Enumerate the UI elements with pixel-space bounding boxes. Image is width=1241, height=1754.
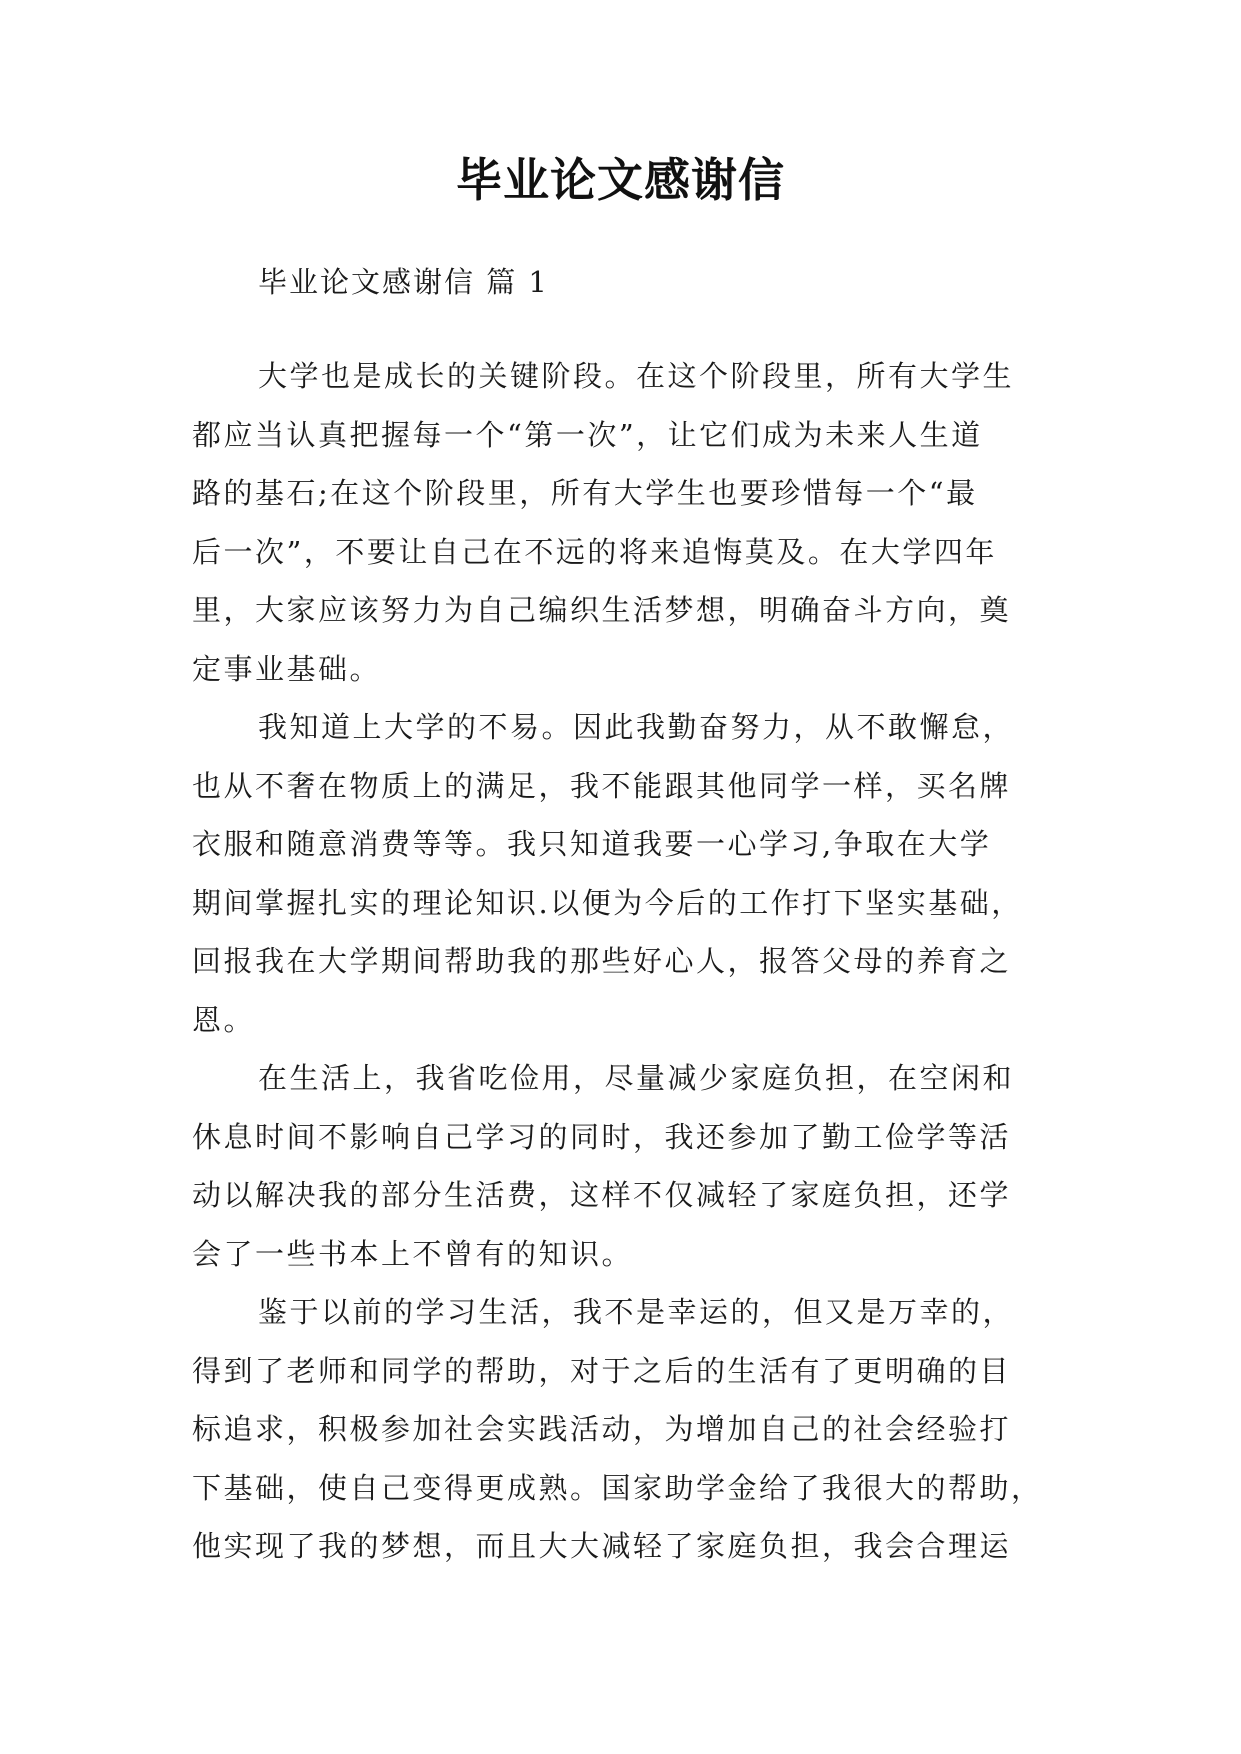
paragraph-line: 衣服和随意消费等等。我只知道我要一心学习,争取在大学 [192, 827, 992, 861]
paragraph [192, 1283, 1072, 1576]
paragraph [192, 347, 1072, 698]
paragraph-line: 期间掌握扎实的理论知识.以便为今后的工作打下坚实基础， [192, 885, 1023, 920]
paragraph [192, 1049, 1072, 1283]
paragraph-line: 动以解决我的部分生活费，这样不仅减轻了家庭负担，还学 [192, 1178, 1012, 1212]
paragraph-line: 后一次”，不要让自己在不远的将来追悔莫及。在大学四年 [192, 534, 997, 569]
paragraph-line: 也从不奢在物质上的满足，我不能跟其他同学一样，买名牌 [192, 768, 1012, 803]
paragraph-line: 路的基石;在这个阶段里，所有大学生也要珍惜每一个“最 [192, 476, 978, 510]
paragraph-line: 回报我在大学期间帮助我的那些好心人，报答父母的养育之 [192, 944, 1012, 978]
paragraph-line: 里，大家应该努力为自己编织生活梦想，明确奋斗方向，奠 [192, 593, 1012, 627]
paragraph-line: 鉴于以前的学习生活，我不是幸运的，但又是万幸的， [258, 1295, 1015, 1329]
paragraph [192, 698, 1072, 1049]
paragraph-line: 休息时间不影响自己学习的同时，我还参加了勤工俭学等活 [192, 1119, 1012, 1154]
paragraph-line: 恩。 [192, 1002, 256, 1037]
paragraph-line: 标追求，积极参加社会实践活动，为增加自己的社会经验打 [192, 1412, 1012, 1446]
paragraph-line: 大学也是成长的关键阶段。在这个阶段里，所有大学生 [258, 359, 1015, 393]
paragraph-line: 我知道上大学的不易。因此我勤奋努力，从不敢懈怠， [258, 710, 1015, 744]
paragraph-line: 在生活上，我省吃俭用，尽量减少家庭负担，在空闲和 [258, 1061, 1015, 1095]
paragraph-line: 定事业基础。 [192, 651, 382, 686]
paragraph-line: 都应当认真把握每一个“第一次”，让它们成为未来人生道 [192, 417, 983, 452]
document-subtitle: 毕业论文感谢信 篇 1 [258, 265, 549, 299]
paragraph-line: 他实现了我的梦想，而且大大减轻了家庭负担，我会合理运 [192, 1529, 1012, 1563]
paragraph-line: 下基础，使自己变得更成熟。国家助学金给了我很大的帮助， [192, 1470, 1043, 1505]
document-body [192, 347, 1072, 1576]
document-title: 毕业论文感谢信 [456, 153, 785, 207]
paragraph-line: 得到了老师和同学的帮助，对于之后的生活有了更明确的目 [192, 1353, 1012, 1388]
paragraph-line: 会了一些书本上不曾有的知识。 [192, 1236, 634, 1271]
